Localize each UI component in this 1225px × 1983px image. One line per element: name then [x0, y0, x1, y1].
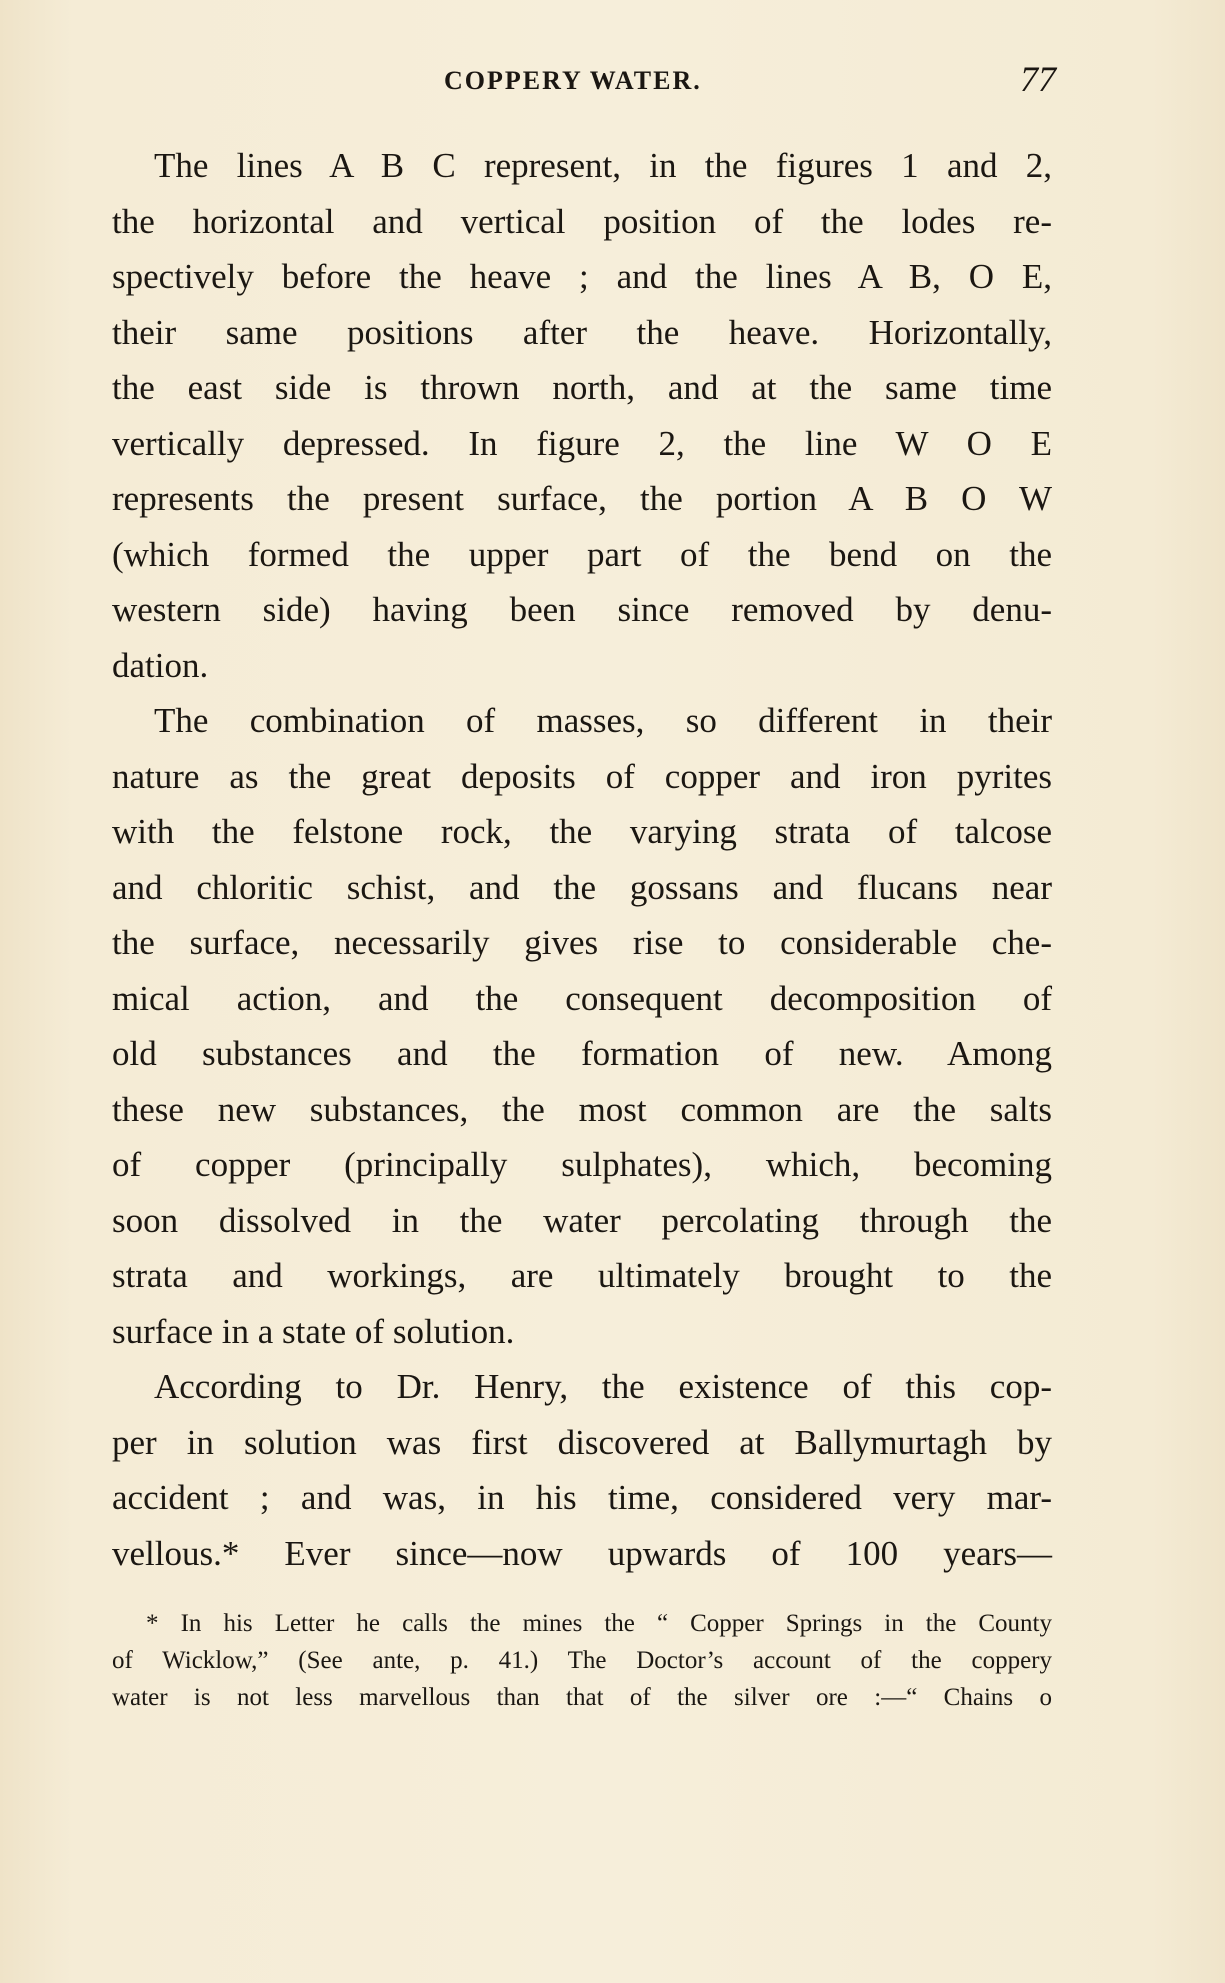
text-line: old substances and the formation of new. Among [112, 1034, 1052, 1073]
text-line: their same positions after the heave. Horizontally, [112, 312, 1052, 352]
text-line: and chloritic schist, and the gossans and flucans near [112, 867, 1052, 907]
text-line: these new substances, the most common are the salts [112, 1089, 1052, 1129]
text-line: the east side is thrown north, and at the same time [112, 368, 1052, 407]
footnote-line: * In his Letter he calls the mines the “ Copper Springs in the County [146, 1610, 1052, 1637]
text-line: (which formed the upper part of the bend on the [112, 534, 1052, 574]
text-line: According to Dr. Henry, the existence of this cop- [154, 1367, 1052, 1406]
text-line: vellous.* Ever since—now upwards of 100 years— [112, 1533, 1052, 1573]
text-line: nature as the great deposits of copper and iron pyrites [112, 756, 1052, 796]
footnote-line: of Wicklow,” (See ante, p. 41.) The Doctor’s account of the coppery [112, 1647, 1052, 1674]
text-line: strata and workings, are ultimately brought to the [112, 1256, 1052, 1295]
text-line: per in solution was first discovered at Ballymurtagh by [112, 1422, 1052, 1462]
text-line: surface in a state of solution. [112, 1311, 515, 1351]
text-line: of copper (principally sulphates), which, becoming [112, 1145, 1052, 1184]
text-line: mical action, and the consequent decomposition of [112, 978, 1052, 1018]
page-header [112, 58, 1056, 108]
page-number: 77 [1020, 59, 1056, 99]
text-line: the horizontal and vertical position of the lodes re- [112, 201, 1052, 241]
text-line: spectively before the heave ; and the lines A B, O E, [112, 257, 1052, 296]
body-text [112, 138, 1052, 1581]
footnote [112, 1605, 1052, 1716]
text-line: dation. [112, 645, 209, 685]
text-line: western side) having been since removed by denu- [112, 590, 1052, 629]
text-line: accident ; and was, in his time, considered very mar- [112, 1478, 1052, 1517]
text-line: with the felstone rock, the varying strata of talcose [112, 812, 1052, 851]
running-title: COPPERY WATER. [444, 66, 702, 95]
footnote-line: water is not less marvellous than that of the silver ore :—“ Chains o [112, 1684, 1052, 1711]
text-line: The combination of masses, so different in their [154, 701, 1052, 740]
text-line: represents the present surface, the portion A B O W [112, 479, 1052, 518]
text-line: The lines A B C represent, in the figures 1 and 2, [154, 146, 1052, 185]
text-line: the surface, necessarily gives rise to considerable che- [112, 923, 1052, 962]
text-line: soon dissolved in the water percolating through the [112, 1200, 1052, 1240]
text-line: vertically depressed. In figure 2, the line W O E [112, 423, 1052, 463]
